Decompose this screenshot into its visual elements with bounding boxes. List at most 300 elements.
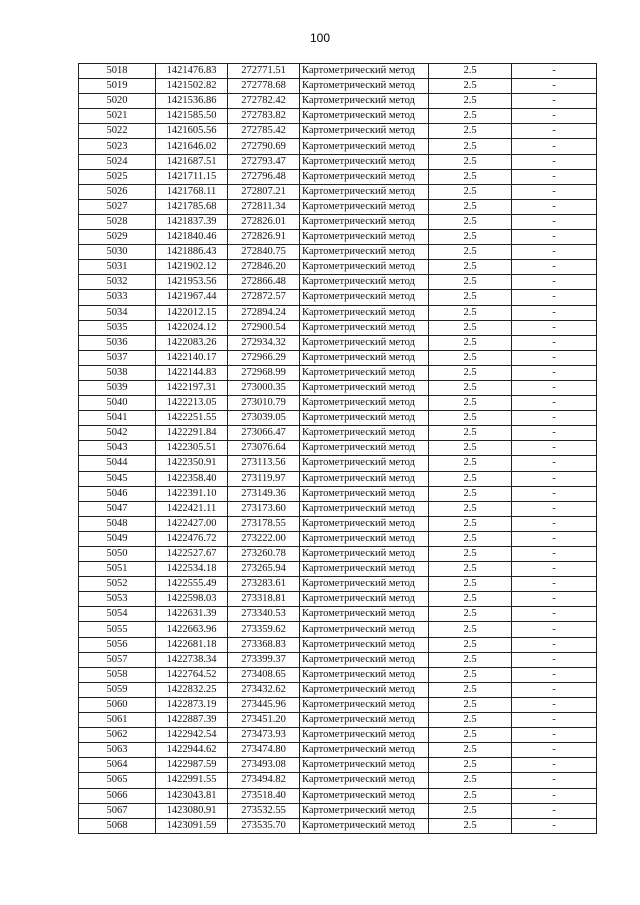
accuracy-cell: 2.5 xyxy=(429,426,512,441)
x-coordinate-cell: 1422663.96 xyxy=(156,622,228,637)
note-cell: - xyxy=(512,290,597,305)
x-coordinate-cell: 1422291.84 xyxy=(156,426,228,441)
accuracy-cell: 2.5 xyxy=(429,124,512,139)
coordinates-table xyxy=(78,63,597,834)
method-cell: Картометрический метод xyxy=(300,577,429,592)
table-row xyxy=(79,230,597,245)
point-number-cell: 5045 xyxy=(79,471,156,486)
point-number-cell: 5041 xyxy=(79,411,156,426)
table-row xyxy=(79,320,597,335)
method-cell: Картометрический метод xyxy=(300,788,429,803)
point-number-cell: 5020 xyxy=(79,94,156,109)
point-number-cell: 5035 xyxy=(79,320,156,335)
point-number-cell: 5039 xyxy=(79,380,156,395)
method-cell: Картометрический метод xyxy=(300,335,429,350)
table-row xyxy=(79,713,597,728)
x-coordinate-cell: 1421536.86 xyxy=(156,94,228,109)
x-coordinate-cell: 1422140.17 xyxy=(156,350,228,365)
x-coordinate-cell: 1421967.44 xyxy=(156,290,228,305)
accuracy-cell: 2.5 xyxy=(429,260,512,275)
table-row xyxy=(79,622,597,637)
point-number-cell: 5063 xyxy=(79,743,156,758)
method-cell: Картометрический метод xyxy=(300,562,429,577)
method-cell: Картометрический метод xyxy=(300,396,429,411)
note-cell: - xyxy=(512,652,597,667)
y-coordinate-cell: 272778.68 xyxy=(228,79,300,94)
table-row xyxy=(79,199,597,214)
point-number-cell: 5040 xyxy=(79,396,156,411)
point-number-cell: 5060 xyxy=(79,697,156,712)
x-coordinate-cell: 1422534.18 xyxy=(156,562,228,577)
table-row xyxy=(79,592,597,607)
note-cell: - xyxy=(512,758,597,773)
y-coordinate-cell: 272900.54 xyxy=(228,320,300,335)
table-row xyxy=(79,214,597,229)
accuracy-cell: 2.5 xyxy=(429,365,512,380)
x-coordinate-cell: 1422427.00 xyxy=(156,516,228,531)
point-number-cell: 5047 xyxy=(79,501,156,516)
note-cell: - xyxy=(512,396,597,411)
y-coordinate-cell: 272790.69 xyxy=(228,139,300,154)
table-row xyxy=(79,667,597,682)
accuracy-cell: 2.5 xyxy=(429,154,512,169)
method-cell: Картометрический метод xyxy=(300,169,429,184)
note-cell: - xyxy=(512,456,597,471)
note-cell: - xyxy=(512,94,597,109)
point-number-cell: 5062 xyxy=(79,728,156,743)
x-coordinate-cell: 1422764.52 xyxy=(156,667,228,682)
y-coordinate-cell: 273039.05 xyxy=(228,411,300,426)
note-cell: - xyxy=(512,516,597,531)
point-number-cell: 5031 xyxy=(79,260,156,275)
method-cell: Картометрический метод xyxy=(300,547,429,562)
method-cell: Картометрический метод xyxy=(300,667,429,682)
method-cell: Картометрический метод xyxy=(300,486,429,501)
x-coordinate-cell: 1421605.56 xyxy=(156,124,228,139)
accuracy-cell: 2.5 xyxy=(429,818,512,833)
method-cell: Картометрический метод xyxy=(300,230,429,245)
note-cell: - xyxy=(512,682,597,697)
method-cell: Картометрический метод xyxy=(300,64,429,79)
y-coordinate-cell: 273119.97 xyxy=(228,471,300,486)
x-coordinate-cell: 1422251.55 xyxy=(156,411,228,426)
y-coordinate-cell: 272771.51 xyxy=(228,64,300,79)
note-cell: - xyxy=(512,788,597,803)
accuracy-cell: 2.5 xyxy=(429,109,512,124)
y-coordinate-cell: 272785.42 xyxy=(228,124,300,139)
x-coordinate-cell: 1421840.46 xyxy=(156,230,228,245)
note-cell: - xyxy=(512,139,597,154)
y-coordinate-cell: 272796.48 xyxy=(228,169,300,184)
note-cell: - xyxy=(512,592,597,607)
note-cell: - xyxy=(512,577,597,592)
note-cell: - xyxy=(512,713,597,728)
accuracy-cell: 2.5 xyxy=(429,758,512,773)
table-row xyxy=(79,803,597,818)
note-cell: - xyxy=(512,441,597,456)
note-cell: - xyxy=(512,531,597,546)
y-coordinate-cell: 273113.56 xyxy=(228,456,300,471)
point-number-cell: 5048 xyxy=(79,516,156,531)
note-cell: - xyxy=(512,365,597,380)
x-coordinate-cell: 1422197.31 xyxy=(156,380,228,395)
y-coordinate-cell: 272840.75 xyxy=(228,245,300,260)
accuracy-cell: 2.5 xyxy=(429,245,512,260)
y-coordinate-cell: 273399.37 xyxy=(228,652,300,667)
method-cell: Картометрический метод xyxy=(300,471,429,486)
method-cell: Картометрический метод xyxy=(300,199,429,214)
x-coordinate-cell: 1422944.62 xyxy=(156,743,228,758)
point-number-cell: 5043 xyxy=(79,441,156,456)
x-coordinate-cell: 1422832.25 xyxy=(156,682,228,697)
x-coordinate-cell: 1421886.43 xyxy=(156,245,228,260)
point-number-cell: 5059 xyxy=(79,682,156,697)
point-number-cell: 5026 xyxy=(79,184,156,199)
method-cell: Картометрический метод xyxy=(300,818,429,833)
method-cell: Картометрический метод xyxy=(300,411,429,426)
note-cell: - xyxy=(512,350,597,365)
table-row xyxy=(79,411,597,426)
table-row xyxy=(79,652,597,667)
point-number-cell: 5064 xyxy=(79,758,156,773)
x-coordinate-cell: 1421768.11 xyxy=(156,184,228,199)
x-coordinate-cell: 1421785.68 xyxy=(156,199,228,214)
table-row xyxy=(79,758,597,773)
x-coordinate-cell: 1422350.91 xyxy=(156,456,228,471)
y-coordinate-cell: 273318.81 xyxy=(228,592,300,607)
table-row xyxy=(79,335,597,350)
accuracy-cell: 2.5 xyxy=(429,516,512,531)
note-cell: - xyxy=(512,728,597,743)
x-coordinate-cell: 1423091.59 xyxy=(156,818,228,833)
y-coordinate-cell: 272811.34 xyxy=(228,199,300,214)
table-row xyxy=(79,728,597,743)
x-coordinate-cell: 1421646.02 xyxy=(156,139,228,154)
method-cell: Картометрический метод xyxy=(300,426,429,441)
table-row xyxy=(79,365,597,380)
y-coordinate-cell: 273493.08 xyxy=(228,758,300,773)
note-cell: - xyxy=(512,184,597,199)
y-coordinate-cell: 273076.64 xyxy=(228,441,300,456)
accuracy-cell: 2.5 xyxy=(429,290,512,305)
x-coordinate-cell: 1422421.11 xyxy=(156,501,228,516)
x-coordinate-cell: 1422527.67 xyxy=(156,547,228,562)
accuracy-cell: 2.5 xyxy=(429,622,512,637)
x-coordinate-cell: 1422631.39 xyxy=(156,607,228,622)
note-cell: - xyxy=(512,275,597,290)
point-number-cell: 5019 xyxy=(79,79,156,94)
accuracy-cell: 2.5 xyxy=(429,64,512,79)
y-coordinate-cell: 273368.83 xyxy=(228,637,300,652)
point-number-cell: 5024 xyxy=(79,154,156,169)
point-number-cell: 5058 xyxy=(79,667,156,682)
method-cell: Картометрический метод xyxy=(300,109,429,124)
point-number-cell: 5055 xyxy=(79,622,156,637)
method-cell: Картометрический метод xyxy=(300,350,429,365)
point-number-cell: 5032 xyxy=(79,275,156,290)
point-number-cell: 5042 xyxy=(79,426,156,441)
note-cell: - xyxy=(512,818,597,833)
point-number-cell: 5065 xyxy=(79,773,156,788)
accuracy-cell: 2.5 xyxy=(429,667,512,682)
method-cell: Картометрический метод xyxy=(300,365,429,380)
y-coordinate-cell: 273532.55 xyxy=(228,803,300,818)
table-row xyxy=(79,531,597,546)
point-number-cell: 5018 xyxy=(79,64,156,79)
note-cell: - xyxy=(512,697,597,712)
table-row xyxy=(79,682,597,697)
accuracy-cell: 2.5 xyxy=(429,682,512,697)
x-coordinate-cell: 1421953.56 xyxy=(156,275,228,290)
x-coordinate-cell: 1422681.18 xyxy=(156,637,228,652)
note-cell: - xyxy=(512,169,597,184)
accuracy-cell: 2.5 xyxy=(429,350,512,365)
point-number-cell: 5068 xyxy=(79,818,156,833)
note-cell: - xyxy=(512,562,597,577)
method-cell: Картометрический метод xyxy=(300,728,429,743)
note-cell: - xyxy=(512,305,597,320)
x-coordinate-cell: 1421585.50 xyxy=(156,109,228,124)
x-coordinate-cell: 1423043.81 xyxy=(156,788,228,803)
method-cell: Картометрический метод xyxy=(300,743,429,758)
note-cell: - xyxy=(512,803,597,818)
accuracy-cell: 2.5 xyxy=(429,577,512,592)
table-row xyxy=(79,245,597,260)
accuracy-cell: 2.5 xyxy=(429,94,512,109)
table-row xyxy=(79,109,597,124)
accuracy-cell: 2.5 xyxy=(429,501,512,516)
point-number-cell: 5033 xyxy=(79,290,156,305)
x-coordinate-cell: 1422598.03 xyxy=(156,592,228,607)
note-cell: - xyxy=(512,109,597,124)
accuracy-cell: 2.5 xyxy=(429,728,512,743)
accuracy-cell: 2.5 xyxy=(429,184,512,199)
note-cell: - xyxy=(512,622,597,637)
method-cell: Картометрический метод xyxy=(300,214,429,229)
accuracy-cell: 2.5 xyxy=(429,637,512,652)
table-row xyxy=(79,577,597,592)
y-coordinate-cell: 272846.20 xyxy=(228,260,300,275)
method-cell: Картометрический метод xyxy=(300,139,429,154)
x-coordinate-cell: 1422012.15 xyxy=(156,305,228,320)
x-coordinate-cell: 1422942.54 xyxy=(156,728,228,743)
y-coordinate-cell: 273340.53 xyxy=(228,607,300,622)
accuracy-cell: 2.5 xyxy=(429,743,512,758)
accuracy-cell: 2.5 xyxy=(429,441,512,456)
method-cell: Картометрический метод xyxy=(300,154,429,169)
point-number-cell: 5021 xyxy=(79,109,156,124)
accuracy-cell: 2.5 xyxy=(429,320,512,335)
x-coordinate-cell: 1422991.55 xyxy=(156,773,228,788)
point-number-cell: 5028 xyxy=(79,214,156,229)
point-number-cell: 5053 xyxy=(79,592,156,607)
y-coordinate-cell: 273010.79 xyxy=(228,396,300,411)
method-cell: Картометрический метод xyxy=(300,441,429,456)
point-number-cell: 5038 xyxy=(79,365,156,380)
x-coordinate-cell: 1422873.19 xyxy=(156,697,228,712)
point-number-cell: 5022 xyxy=(79,124,156,139)
point-number-cell: 5030 xyxy=(79,245,156,260)
x-coordinate-cell: 1421476.83 xyxy=(156,64,228,79)
point-number-cell: 5029 xyxy=(79,230,156,245)
note-cell: - xyxy=(512,380,597,395)
accuracy-cell: 2.5 xyxy=(429,531,512,546)
x-coordinate-cell: 1423080.91 xyxy=(156,803,228,818)
y-coordinate-cell: 273283.61 xyxy=(228,577,300,592)
point-number-cell: 5057 xyxy=(79,652,156,667)
method-cell: Картометрический метод xyxy=(300,260,429,275)
point-number-cell: 5050 xyxy=(79,547,156,562)
note-cell: - xyxy=(512,124,597,139)
note-cell: - xyxy=(512,607,597,622)
note-cell: - xyxy=(512,667,597,682)
method-cell: Картометрический метод xyxy=(300,275,429,290)
note-cell: - xyxy=(512,773,597,788)
method-cell: Картометрический метод xyxy=(300,803,429,818)
method-cell: Картометрический метод xyxy=(300,305,429,320)
accuracy-cell: 2.5 xyxy=(429,275,512,290)
note-cell: - xyxy=(512,501,597,516)
method-cell: Картометрический метод xyxy=(300,758,429,773)
method-cell: Картометрический метод xyxy=(300,682,429,697)
y-coordinate-cell: 272807.21 xyxy=(228,184,300,199)
method-cell: Картометрический метод xyxy=(300,773,429,788)
y-coordinate-cell: 273451.20 xyxy=(228,713,300,728)
method-cell: Картометрический метод xyxy=(300,94,429,109)
method-cell: Картометрический метод xyxy=(300,79,429,94)
point-number-cell: 5067 xyxy=(79,803,156,818)
x-coordinate-cell: 1422024.12 xyxy=(156,320,228,335)
x-coordinate-cell: 1422887.39 xyxy=(156,713,228,728)
accuracy-cell: 2.5 xyxy=(429,396,512,411)
note-cell: - xyxy=(512,154,597,169)
accuracy-cell: 2.5 xyxy=(429,214,512,229)
accuracy-cell: 2.5 xyxy=(429,652,512,667)
accuracy-cell: 2.5 xyxy=(429,803,512,818)
accuracy-cell: 2.5 xyxy=(429,562,512,577)
y-coordinate-cell: 273494.82 xyxy=(228,773,300,788)
method-cell: Картометрический метод xyxy=(300,245,429,260)
accuracy-cell: 2.5 xyxy=(429,139,512,154)
table-row xyxy=(79,305,597,320)
y-coordinate-cell: 273173.60 xyxy=(228,501,300,516)
table-row xyxy=(79,396,597,411)
x-coordinate-cell: 1422391.10 xyxy=(156,486,228,501)
note-cell: - xyxy=(512,79,597,94)
y-coordinate-cell: 272783.82 xyxy=(228,109,300,124)
note-cell: - xyxy=(512,637,597,652)
method-cell: Картометрический метод xyxy=(300,184,429,199)
table-row xyxy=(79,818,597,833)
accuracy-cell: 2.5 xyxy=(429,607,512,622)
accuracy-cell: 2.5 xyxy=(429,697,512,712)
note-cell: - xyxy=(512,64,597,79)
point-number-cell: 5044 xyxy=(79,456,156,471)
accuracy-cell: 2.5 xyxy=(429,773,512,788)
y-coordinate-cell: 272826.91 xyxy=(228,230,300,245)
table-row xyxy=(79,426,597,441)
y-coordinate-cell: 273535.70 xyxy=(228,818,300,833)
x-coordinate-cell: 1421902.12 xyxy=(156,260,228,275)
y-coordinate-cell: 272793.47 xyxy=(228,154,300,169)
y-coordinate-cell: 272872.57 xyxy=(228,290,300,305)
note-cell: - xyxy=(512,426,597,441)
table-row xyxy=(79,637,597,652)
table-row xyxy=(79,169,597,184)
accuracy-cell: 2.5 xyxy=(429,592,512,607)
page-number: 100 xyxy=(309,31,331,45)
note-cell: - xyxy=(512,230,597,245)
accuracy-cell: 2.5 xyxy=(429,471,512,486)
point-number-cell: 5051 xyxy=(79,562,156,577)
note-cell: - xyxy=(512,260,597,275)
y-coordinate-cell: 272782.42 xyxy=(228,94,300,109)
x-coordinate-cell: 1422555.49 xyxy=(156,577,228,592)
point-number-cell: 5052 xyxy=(79,577,156,592)
y-coordinate-cell: 272934.32 xyxy=(228,335,300,350)
accuracy-cell: 2.5 xyxy=(429,230,512,245)
note-cell: - xyxy=(512,411,597,426)
y-coordinate-cell: 273432.62 xyxy=(228,682,300,697)
point-number-cell: 5061 xyxy=(79,713,156,728)
x-coordinate-cell: 1422738.34 xyxy=(156,652,228,667)
table-row xyxy=(79,788,597,803)
y-coordinate-cell: 272966.29 xyxy=(228,350,300,365)
note-cell: - xyxy=(512,320,597,335)
table-row xyxy=(79,124,597,139)
x-coordinate-cell: 1422305.51 xyxy=(156,441,228,456)
accuracy-cell: 2.5 xyxy=(429,305,512,320)
table-row xyxy=(79,743,597,758)
point-number-cell: 5046 xyxy=(79,486,156,501)
x-coordinate-cell: 1422358.40 xyxy=(156,471,228,486)
accuracy-cell: 2.5 xyxy=(429,335,512,350)
table-row xyxy=(79,562,597,577)
point-number-cell: 5027 xyxy=(79,199,156,214)
method-cell: Картометрический метод xyxy=(300,713,429,728)
method-cell: Картометрический метод xyxy=(300,290,429,305)
y-coordinate-cell: 273473.93 xyxy=(228,728,300,743)
table-row xyxy=(79,275,597,290)
method-cell: Картометрический метод xyxy=(300,124,429,139)
y-coordinate-cell: 272894.24 xyxy=(228,305,300,320)
accuracy-cell: 2.5 xyxy=(429,380,512,395)
point-number-cell: 5037 xyxy=(79,350,156,365)
method-cell: Картометрический метод xyxy=(300,622,429,637)
method-cell: Картометрический метод xyxy=(300,456,429,471)
table-row xyxy=(79,441,597,456)
note-cell: - xyxy=(512,214,597,229)
table-row xyxy=(79,501,597,516)
point-number-cell: 5025 xyxy=(79,169,156,184)
table-row xyxy=(79,547,597,562)
table-row xyxy=(79,773,597,788)
table-row xyxy=(79,139,597,154)
table-row xyxy=(79,79,597,94)
method-cell: Картометрический метод xyxy=(300,531,429,546)
accuracy-cell: 2.5 xyxy=(429,788,512,803)
y-coordinate-cell: 273066.47 xyxy=(228,426,300,441)
note-cell: - xyxy=(512,743,597,758)
method-cell: Картометрический метод xyxy=(300,501,429,516)
method-cell: Картометрический метод xyxy=(300,380,429,395)
y-coordinate-cell: 273265.94 xyxy=(228,562,300,577)
note-cell: - xyxy=(512,335,597,350)
x-coordinate-cell: 1422144.83 xyxy=(156,365,228,380)
y-coordinate-cell: 273000.35 xyxy=(228,380,300,395)
y-coordinate-cell: 272826.01 xyxy=(228,214,300,229)
accuracy-cell: 2.5 xyxy=(429,547,512,562)
